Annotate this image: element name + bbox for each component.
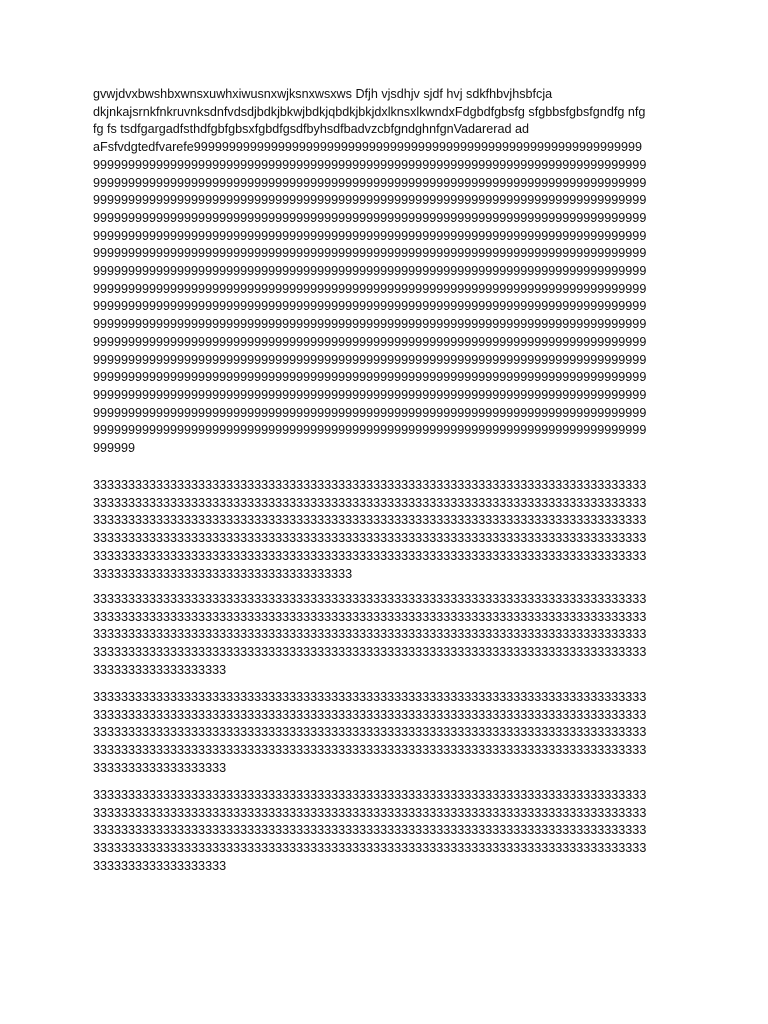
text-line: 9999999999999999999999999999999999999999999999999999999999999999999999999999999 — [93, 281, 647, 296]
text-line: gvwjdvxbwshbxwnsxuwhxiwusnxwjksnxwsxws Dfjh vjsdhjv sjdf hvj sdkfhbvjhsbfcja — [93, 87, 553, 101]
text-line: 9999999999999999999999999999999999999999999999999999999999999999999999999999999 — [93, 387, 647, 402]
text-line: 3333333333333333333333333333333333333333333333333333333333333333333333333333333 — [93, 495, 647, 510]
text-line: 3333333333333333333333333333333333333333333333333333333333333333333333333333333 — [93, 609, 647, 624]
text-line: 9999999999999999999999999999999999999999999999999999999999999999999999999999999 — [93, 193, 647, 208]
text-line: fg fs tsdfgargadfsthdfgbfgbsxfgbdfgsdfbyhsdfbadvzcbfgndghnfgnVadarerad ad — [93, 122, 529, 137]
text-line: 9999999999999999999999999999999999999999999999999999999999999999999999999999999 — [93, 246, 647, 261]
text-line: dkjnkajsrnkfnkruvnksdnfvdsdjbdkjbkwjbdkjqbdkjbkjdxlknsxlkwndxFdgbdfgbsfg sfgbbsfgbsfgndfg nfg — [93, 104, 646, 119]
text-line: 9999999999999999999999999999999999999999999999999999999999999999999999999999999 — [93, 175, 647, 190]
text-line: 3333333333333333333 — [93, 760, 227, 775]
text-line: 9999999999999999999999999999999999999999999999999999999999999999999999999999999 — [93, 405, 647, 420]
text-paragraph-3 — [93, 591, 693, 680]
text-line: 9999999999999999999999999999999999999999999999999999999999999999999999999999999 — [93, 317, 647, 332]
text-line: aFsfvdgtedfvarefe9999999999999999999999999999999999999999999999999999999999999999 — [93, 140, 643, 155]
text-line: 3333333333333333333333333333333333333333333333333333333333333333333333333333333 — [93, 743, 647, 758]
text-line: 3333333333333333333333333333333333333333333333333333333333333333333333333333333 — [93, 627, 647, 642]
text-line: 9999999999999999999999999999999999999999999999999999999999999999999999999999999 — [93, 299, 647, 314]
text-line: 9999999999999999999999999999999999999999999999999999999999999999999999999999999 — [93, 157, 647, 172]
text-paragraph-1 — [93, 86, 693, 458]
text-line: 3333333333333333333333333333333333333333333333333333333333333333333333333333333 — [93, 478, 647, 492]
text-paragraph-2 — [93, 477, 693, 583]
text-line: 3333333333333333333333333333333333333333333333333333333333333333333333333333333 — [93, 690, 647, 704]
text-line: 3333333333333333333333333333333333333333333333333333333333333333333333333333333 — [93, 548, 647, 563]
text-line: 3333333333333333333333333333333333333 — [93, 566, 353, 581]
text-line: 3333333333333333333333333333333333333333333333333333333333333333333333333333333 — [93, 823, 647, 838]
text-line: 999999 — [93, 441, 136, 456]
text-line: 3333333333333333333333333333333333333333333333333333333333333333333333333333333 — [93, 707, 647, 722]
text-line: 3333333333333333333333333333333333333333333333333333333333333333333333333333333 — [93, 841, 647, 856]
text-line: 3333333333333333333 — [93, 858, 227, 873]
text-line: 9999999999999999999999999999999999999999999999999999999999999999999999999999999 — [93, 352, 647, 367]
text-line: 3333333333333333333333333333333333333333333333333333333333333333333333333333333 — [93, 788, 647, 802]
text-line: 9999999999999999999999999999999999999999999999999999999999999999999999999999999 — [93, 264, 647, 279]
text-paragraph-5 — [93, 787, 693, 876]
text-line: 3333333333333333333333333333333333333333333333333333333333333333333333333333333 — [93, 805, 647, 820]
text-line: 3333333333333333333333333333333333333333333333333333333333333333333333333333333 — [93, 531, 647, 546]
text-line: 9999999999999999999999999999999999999999999999999999999999999999999999999999999 — [93, 210, 647, 225]
text-line: 9999999999999999999999999999999999999999999999999999999999999999999999999999999 — [93, 334, 647, 349]
text-line: 9999999999999999999999999999999999999999999999999999999999999999999999999999999 — [93, 423, 647, 438]
text-line: 3333333333333333333333333333333333333333333333333333333333333333333333333333333 — [93, 725, 647, 740]
text-line: 3333333333333333333333333333333333333333333333333333333333333333333333333333333 — [93, 513, 647, 528]
text-line: 9999999999999999999999999999999999999999999999999999999999999999999999999999999 — [93, 370, 647, 385]
text-line: 3333333333333333333333333333333333333333333333333333333333333333333333333333333 — [93, 645, 647, 660]
text-paragraph-4 — [93, 689, 693, 778]
text-line: 9999999999999999999999999999999999999999999999999999999999999999999999999999999 — [93, 228, 647, 243]
text-line: 3333333333333333333333333333333333333333333333333333333333333333333333333333333 — [93, 592, 647, 606]
text-line: 3333333333333333333 — [93, 662, 227, 677]
